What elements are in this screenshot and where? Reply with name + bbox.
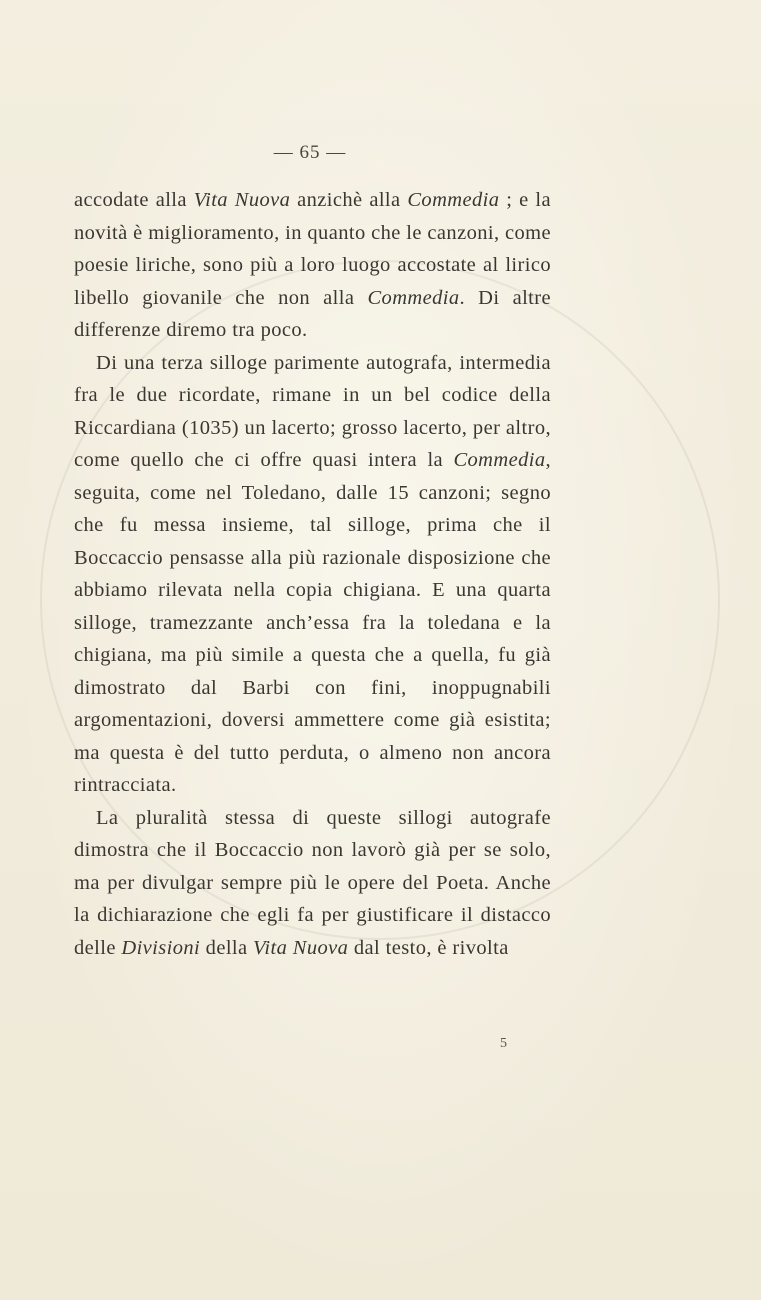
text-segment: ; e la novità è miglioramento, in quanto che le canzoni, come poesie liriche, sono più a loro luogo accostate al lirico libello giovanile che non alla: [74, 189, 552, 309]
italic-title: Commedia: [407, 189, 500, 211]
text-segment: . Di altre differenze diremo tra poco.: [74, 286, 551, 341]
italic-title: Vita Nuova: [193, 189, 291, 211]
paragraph: [74, 184, 551, 347]
italic-title: Vita Nuova: [253, 936, 349, 959]
text-segment: della: [200, 936, 254, 959]
page-number: — 65 —: [273, 142, 347, 163]
text-segment: dal testo, è rivolta: [348, 936, 509, 959]
paragraph: [74, 802, 551, 965]
italic-title: Divisioni: [121, 936, 201, 959]
text-segment: anzichè alla: [290, 189, 408, 211]
text-segment: Di una terza silloge parimente autografa, intermedia fra le due ricordate, rimane in un bel codice della Riccardiana (1035) un lacerto; grosso lacerto, per altro, come quello che ci offre quasi intera la: [74, 351, 551, 471]
paragraph: [74, 347, 551, 802]
italic-title: Commedia: [367, 286, 460, 309]
body-text: [74, 184, 551, 964]
text-segment: accodate alla: [74, 189, 194, 211]
signature-mark: 5: [500, 1036, 507, 1051]
italic-title: Commedia: [453, 449, 546, 471]
text-segment: La pluralità stessa di queste sillogi autografe dimostra che il Boccaccio non lavorò già per se solo, ma per divulgar sempre più le opere del Poeta. Anche la dichiarazione che egli fa per giustificare il distacco delle: [74, 806, 551, 959]
text-segment: , seguita, come nel Toledano, dalle 15 canzoni; segno che fu messa insieme, tal silloge, prima che il Boccaccio pensasse alla più razionale disposizione che abbiamo rilevata nella copia chigiana. E una quarta silloge, tramezzante anch’essa fra la toledana e la chigiana, ma più simile a questa che a quella, fu già dimostrato dal Barbi con fini, inoppugnabili argomentazioni, doversi ammettere come già esistita; ma questa è del tutto perduta, o almeno non ancora rintracciata.: [74, 449, 551, 796]
